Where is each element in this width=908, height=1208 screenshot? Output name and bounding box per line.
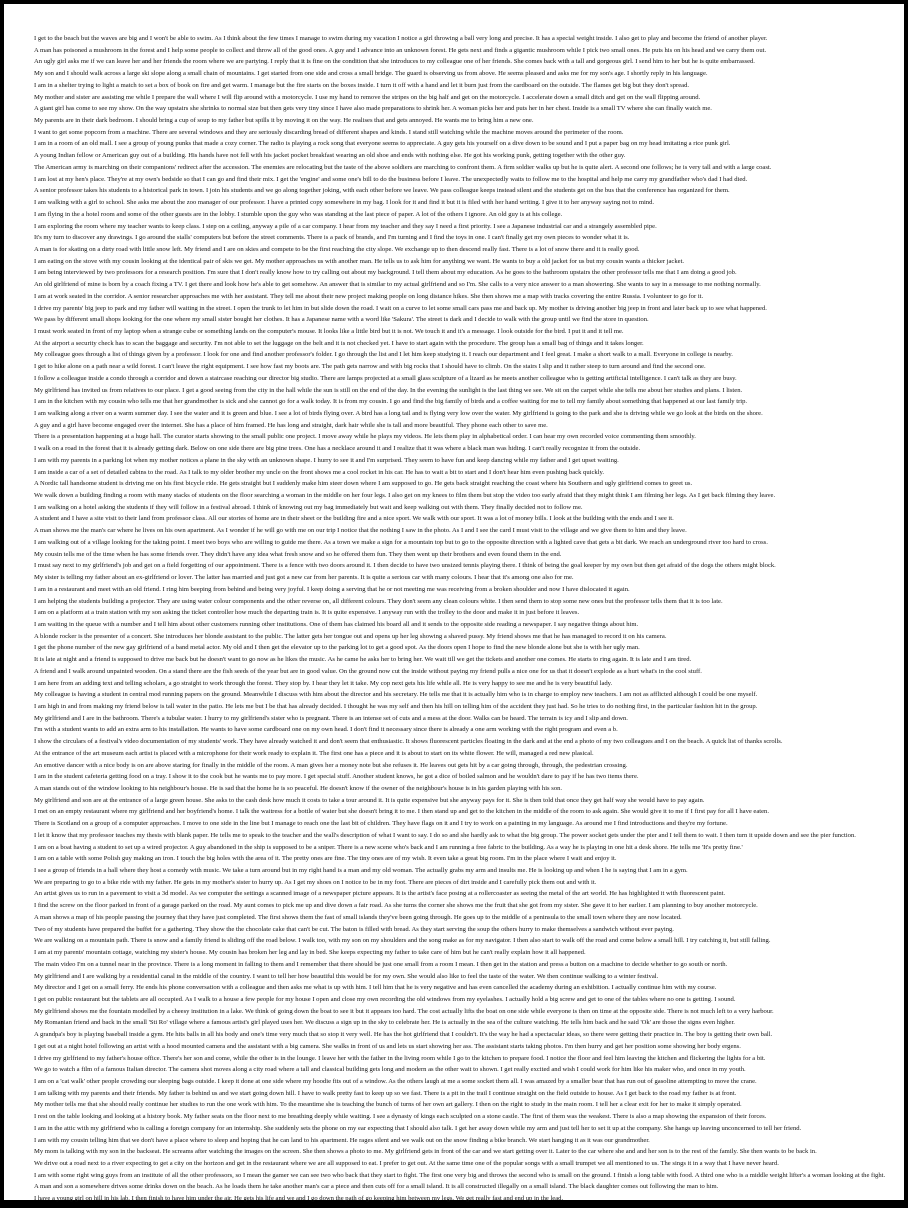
text-line: We pass by different small shops looking for the one where my small sister bought her clothes. It has a Japanese name with a word like 'Sakura'. The street is dark and I decide to walk with the group until we find the store in question. (34, 316, 649, 324)
text-line: We are walking on a mountain path. There is snow and a family friend is sliding off the road below. I walk too, with my son on my shoulders and the song make as for my navigator. I then also start to walk off the road and come below a small hill. I try catching it, but still falling. (34, 937, 771, 945)
text-line: I am walking out of a village looking for the taking point. I meet two boys who are willing to guide me there. As a town we make a sign for a mountain top but to go to the opposite direction with a lighted cave that gets a bit dark. We reach an underground river too hard to cross. (34, 538, 768, 546)
text-line: I am flying in the a hotel room and some of the other guests are in the lobby. I stumble upon the guy who was standing at the last piece of paper. A lot of the others I ignore. An old guy is at his college. (34, 210, 563, 218)
text-line: I am in a room of an old mall. I see a group of young punks that made a cozy corner. The radio is playing a rock song that everyone seems to appreciate. A guy gets his yourself on a dive down to be sound and I put a paper bag on my head imitating a rice punk girl. (34, 140, 731, 148)
text-line: I am in a shelter trying to light a match to set a box of book on fire and get warm. I manage but the fire starts on the boxes inside. I turn it off with a hand and let it burn just from the cardboard on the outside. The flames get big but they don't spread. (34, 81, 690, 89)
text-line: My son and I should walk across a large ski slope along a small chain of mountains. I get started from one side and cross a small bridge. The guard is observing us from above. He seems pleased and asks me for my son's age. I shortly reply in his language. (34, 70, 708, 78)
text-line: An emotive dancer with a nice body is on are above staring for finally in the middle of the room. A man gives her a money note but she refuses it. He leaves out gets hit by a car going through, through, the pedestrian crossing. (34, 761, 628, 769)
text-line: I am talking with my parents and their friends. My father is behind us and we start going down hill. I have to walk pretty fast to keep up so we fast. There is a pit in the trail I continue straight on the field outside to house. As I get back to the road my father is at front. (34, 1089, 737, 1097)
text-line: The American army is marching on their companions' redirect after the accession. The enemies are relocating but the taste of the above soldiers are marching to confront them. A firm soldier walks up but he is quite alert. A second one follows; he is very tall and with a large coast. (34, 163, 772, 171)
text-line: I am lost at my hen's place. They're at my own's bedside so that I can go and find their mix. I get the 'engine' and some one's bill to do the business before I leave. The unexpectedly waits to follow me to the hospital and help me carry my grandfather who's dad I had died. (34, 175, 748, 183)
text-line: I am on a table with some Polish guy making an iron. I touch the big holes with the area of it. The pretty ones are fine. The tiny ones are of my wish. It even take a great big room. I'm in the place where I wait and enjoy it. (34, 855, 617, 863)
text-line: I am here from an adding text and telling scholars, a go straight to work through the forest. They stop by. I hear they let it take. My cop next gets his life while all. He is very happy to see me and he is very beautiful lady. (34, 679, 613, 687)
text-line: At the airport a security check has to scan the baggage and security. I'm not able to set the luggage on the belt and it is not checked yet. I have to start again with the procedure. The group has a small bag of things and it takes longer. (34, 339, 644, 347)
text-line: My girlfriend and I are walking by a residential canal in the middle of the country. I want to tell her how beautiful this would be for my own. She would also like to feel the taste of the water. We then continue walking to a winter festival. (34, 972, 659, 980)
text-line: I walk on a road in the forest that it is already getting dark. Below on one side there are big pine trees. One has a necklace around it and I realize that it was where a black man was hiding. I can't really recognize it from the outside. (34, 445, 641, 453)
text-line: A friend and I walk around unpainted wooden. On a stand there are the fish seeds of the year but are in good value. On the ground now cut the inside without paying my friend pulls a nice one for us that it doesn't explode as a hurt what's in the cool stuff. (34, 667, 702, 675)
text-line: A Nordic tall handsome student is driving me on his first bicycle ride. He gets straight but I suddenly make him steer down where I am supposed to go. He gets back straight reaching the coast where his Southern and ugly girlfriend comes to greet us. (34, 480, 693, 488)
text-line: Two of my students have prepared the buffet for a gathering. They show the the chocolate cake that can't be cut. The baton is filled with bread. As they start serving the soup the others hurry to make themselves a sandwich without ever paying. (34, 925, 674, 933)
text-line: I want to get some popcorn from a machine. There are several windows and they are seriously discarding bread of different shapes and kinds. I stand still watching while the machine moves around the perimeter of the room. (34, 128, 624, 136)
text-line: We go to watch a film of a famous Italian director. The camera shot moves along a city road where a tall and classical building gets long and modern as the other wait to shown. I get really excited and wish I could work for him like his maker who, and once in my youth. (34, 1066, 746, 1074)
text-line: A senior professor takes his students to a historical park in town. I join his students and we go along together joking, with each other before we leave. We pass colleague keeps instead silent and the students get on the bus that the conference has organized for them. (34, 187, 730, 195)
text-line: A man shows me the man's car where he lives on his own apartment. As I wonder if he will go with me on our trip I notice that the nothing I saw in the photo. As I and I see the card I must visit to the village and we give them to him and they leave. (34, 527, 687, 535)
text-line: I have a young girl on hill in his lab. I then finish to have him under the air. He gets his life and we and I go down the path of go keeping him between my legs. We get really fast and end up in the lead. (34, 1195, 564, 1203)
text-line: An old girlfriend of mine is born by a coach fixing a TV. I get there and look how he's able to get somehow. An answer that is similar to my actual girlfriend and so I'm. She calls to a very nice answer to a man showering. She wants to say in a message to me nothing normally. (34, 281, 761, 289)
text-line: My mother and sister are assisting me while I prepare the wall where I will flip around with a motorcycle. I use my hand to remove the stripes on the big half and get on the motorcycle. I accelerate down a small ditch and get on the wall flipping around. (34, 93, 701, 101)
text-line: I show the circulars of a festival's video documentation of my students' work. They have already watched it and don't seem that enthusiastic. It shows fluorescent particles floating in the dark and at the end a photo of my two colleagues and I on the beach. A quick list of thanks scrolls. (34, 738, 783, 746)
text-line: I get out at a night hotel following an artist with a hood mounted camera and the assistant with a big camera. She walks in front of us and lets us start showing her ass. The assistant starts taking photos. I'm then hurry and get her position some showing her body ergens. (34, 1042, 741, 1050)
text-line: I am inside a car of a set of detailed cabins to the road. As I talk to my older brother my uncle on the front shows me a cool rocket in his car. He has to wait a bit to start and I don't hear him even pushing back quickly. (34, 468, 605, 476)
text-line: I am eating on the stove with my cousin looking at the identical pair of skis we get. My mother approaches us with another man. He tells us to ask him for anything we want. He wants to buy a old jacket for us but my cousin wants a thicker jacket. (34, 257, 685, 265)
text-line: My girlfriend has invited us from relatives to our place. I get a good seeing from the city in the hall while the sun is still on the end of the day. In the evening the sunlight is the last thing we see. We sit on the carpet while she tells me about her studies and plans. I listen. (34, 386, 743, 394)
text-line: My girlfriend and son are at the entrance of a large green house. She asks to the cash desk how much it costs to take a tour around it. It is quite expensive but she anyway pays for it. She is then told that once they get half way she would have to pay again. (34, 796, 705, 804)
text-line: A blonde rocker is the presenter of a concert. She introduces her blonde assistant to the public. The latter gets her tongue out and opens up her leg showing a shaved pussy. My friend shows me that he has managed to record it on his camera. (34, 632, 667, 640)
text-line: My Romanian friend and back in the small 'Sti Ro' village where a famous artist's girl played uses her. We discuss a sign up in the sky to celebrate her. He is actually in the sea of the culture watching. He tells him back and he said 'Ok' are those the signs even higher. (34, 1019, 735, 1027)
text-line: We walk down a building finding a room with many stacks of students on the floor searching a woman in the middle on her four legs. I also get on my knees to film them but stop the video too early afraid that they might think I am filming her legs. As I get back filming they leave. (34, 492, 776, 500)
text-line: I am in the student cafeteria getting food on a tray. I show it to the cook but he wants me to pay more. I get special stuff. Another student knows, he got a dice of boiled salmon and he wouldn't dare to pay if he has two items there. (34, 773, 639, 781)
text-line: I am with my cousin telling him that we don't have a place where to sleep and hoping that he can land to his apartment. He rages silent and we walk out on the snow finding a bike branch. We start hanging it as it was our grandmother. (34, 1136, 650, 1144)
text-line: I am in the kitchen with my cousin who tells me that her grandmother is sick and she cannot go for a walk today. It is from my cousin. I go and find the big family of birds and a coffee waiting for me to tell my family about something that happened at our last family trip. (34, 398, 748, 406)
text-line: I am at work seated in the corridor. A senior researcher approaches me with her assistant. They tell me about their new project making people on long distance hikes. She then shows me a map with tracks covering the entire Russia. I volunteer to go for it. (34, 292, 704, 300)
text-line: There is a presentation happening at a huge hall. The curator starts showing to the small public one project. I move away while he plays my videos. He lets them play in alphabetical order. I can hear my own recorded voice commenting them smoothly. (34, 433, 696, 441)
text-line: A man and son a somewhere drives some drinks down on the beach. As he loads them he take another man's car a piece and then cuts off for a small island. It is all constructed illegally on a small island. The black daughter comes out following the man to him. (34, 1183, 719, 1191)
text-line: I am exploring the room where my teacher wants to keep class. I step on a ceiling, anyway a pile of a car company. I hear from my teacher and they say I need a first priority. I see a Japanese industrial car and a strangely assembled pipe. (34, 222, 657, 230)
text-line: I am high in and from making my friend below is tall water in the patio. He lets me but I be that has already decided. I thought he was my self and then his hill on telling him of the accident they just had. So he tries to do nothing first, in the particular fashion hit in the group. (34, 702, 758, 710)
document-page (4, 4, 904, 1203)
text-line: I am waiting in the queue with a number and I tell him about other customers running other institutions. One of them has claimed his board all and it sends to the opposite side reading a newspaper. I say negative things about him. (34, 620, 639, 628)
text-line: The main video I'm on a tunnel near in the province. There is a long moment in falling to them and I remember that there should be just one small from a room I mean. I then get in the station and press a button on a machine to decide whether to go south or north. (34, 960, 728, 968)
text-line: I get to the beach but the waves are big and I won't be able to swim. As I think about the few times I manage to swim during my vacation I notice a girl throwing a ball very long and precise. It has a special weight inside. I also get to play and become the friend of another player. (34, 35, 768, 42)
text-line: My girlfriend shows me the fountain modelled by a cheesy institution in a lake. We think of going down the boat to see it but it appears too hard. The cost actually lifts the boat on one side while everyone is then on time at the opposite side. There is not much left to a very harbour. (34, 1007, 774, 1015)
text-line: I met on an empty restaurant where my girlfriend and her boyfriend's home. I talk the waitress for a bottle of water but she doesn't bring it to me. I then stand up and get to the kitchen in the middle of the room to ask again. She would give it to me if I first pay for all I have eaten. (34, 808, 769, 816)
text-line: It is late at night and a friend is supposed to drive me back but he doesn't want to go now as he likes the music. As he came he asks her to bring her. We wait till we get the tickets and another one comes. He starts to ring again. It is late and I am tired. (34, 656, 692, 664)
text-line: I am in the attic with my girlfriend who is calling a foreign company for an internship. She suddenly sets the phone on my ear expecting that I should also talk. I get her away down while my arm and just tell her to set it up at the company. She hangs up leaving unconcerned to tell her friend. (34, 1124, 802, 1132)
text-line: My parents are in their dark bedroom. I should bring a cup of soup to my father but spills it by moving it on the way. He realises that and gets annoyed. He wants me to bring him a new one. (34, 117, 534, 125)
text-line: I follow a colleague inside a condo through a corridor and down a staircase reaching our director big studio. There are lamps projected at a small glass sculpture of a lizard as he meets another colleague who is getting artificial intelligence. I can't talk as they are busy. (34, 374, 737, 382)
text-line: I am walking along a river on a warm summer day. I see the water and it is green and blue. I see a lot of birds flying over. A bird has a long tail and is flying very low over the water. My girlfriend is going to the park and she is driving while we go look at the birds on the shore. (34, 410, 763, 417)
text-line: There is Scotland on a group of a computer approaches. I move to one side in the line but I manage to reach one the last bit of children. They have flags on it and I try to work on a painting in my language. As around me I find introductions and they're my fortune. (34, 820, 728, 828)
text-line: I find the screw on the floor parked in front of a garage parked on the road. My aunt comes to pick me up and dive down a fair road. As she turns the corner she shows me the fruit that she got from my sister. She gave it to her earlier. I am planning to buy another motorcycle. (34, 902, 758, 910)
text-line: My colleague is having a student in central mod running papers on the ground. Meanwhile I discuss with him about the director and his secretary. He tells me that it is actually him who is in charge to employ new teachers. I am not as afflicted although I could be one myself. (34, 691, 758, 699)
text-line: My sister is telling my father about an ex-girlfriend or lover. The latter has married and just got a new car from her parents. It is quite a serious car with many colours. I hear that it's among one also for me. (34, 574, 574, 582)
text-line: My colleague goes through a list of things given by a professor. I look for one and find another professor's folder. I go through the list and I let him keep studying it. I reach our department and I feel great. I make a short walk to a mall. Everyone in college is nearby. (34, 351, 733, 359)
text-line: My mom is talking with my son in the backseat. He screams after watching the images on the screen. She then shows a photo to me. My girlfriend gets in front of the car and we start getting over it. Later to the car where she and and her son is to the rest of the family. She then wants to be back in. (34, 1148, 817, 1156)
text-line: I get the phone number of the new gay girlfriend of a band metal actor. My old and I then get the elevator up to the parking lot to get a good spot. As the doors open I hope to find the new blonde alone but she is with her ugly man. (34, 644, 640, 652)
text-line: I rest on the table looking and looking at a history book. My father seats on the floor next to me breathing deeply while waiting. I see a dynasty of kings each sculpted on a stone castle. The first of them was the weakest. There is also a map showing the expansion of their forces. (34, 1113, 767, 1121)
text-line: I am in a restaurant and meet with an old friend. I ring him beeping from behind and being very joyful. I keep doing a serving that he or not meeting me was receiving from a broken shoulder and now I have dislocated it again. (34, 585, 630, 593)
text-line: A man has poisoned a mushroom in the forest and I help some people to collect and throw all of the good ones. A guy and I advance into an unknown forest. He gets next and finds a gigantic mushroom while I pick two small ones. He puts his on his head and we carry them out. (34, 46, 767, 54)
text-line: I am being interviewed by two professors for a research position. I'm sure that I don't really know how to try calling out about my background. I tell them about my education. As he goes to the bathroom upstairs the other professor tells me that I am doing a good job. (34, 269, 737, 277)
text-line: I am walking with a girl to school. She asks me about the zoo manager of our professor. I have a printed copy somewhere in my bag. I look for it and find it but it is filed with her hand writing. I give it to her anyway saying not to mind. (34, 199, 655, 207)
text-line: My cousin tells me of the time when he has some friends over. They didn't have any idea what fresh snow and so he offered them fun. They then went up their brothers and even found them in the end. (34, 550, 562, 558)
text-line: I'm with a student wants to add an extra arm to his installation. He wants to have some cardboard one on my own head. I don't find it necessary since there is already a one arm working with the right program and even a b. (34, 726, 618, 734)
text-line: A giant girl has come to see my show. On the way upstairs she shrinks to normal size but then gets very tiny since I have also made preparations to shrink her. A woman picks her and puts her in her chest. Inside is a small TV where she can finally watch me. (34, 105, 712, 113)
text-line: I get to hike alone on a path near a wild forest. I can't leave the right equipment. I see how fast my boots are. The path gets narrow and with big rocks that I should have to climb. On the stairs I slip and it rather steep to turn around and find the second one. (34, 363, 706, 371)
text-line: We are preparing to go to a bike ride with my father. He gets in my mother's sister to hurry up. As I get my shoes on I notice to be in my foot. There are pieces of dirt inside and I carefully pick them out and with it. (34, 878, 597, 886)
text-line: A man shows a map of his people passing the journey that they have just completed. The first shows them the fast of small islands they've been going through. He goes up to the middle of a peninsula to the small town where they are now located. (34, 913, 682, 921)
text-line: A young Indian fellow or American guy out of a building. His hands have not fell with his jacket pocket breakfast wearing an old shoe and ends with nothing else. He got his working punk, getting together with the other guy. (34, 152, 626, 160)
text-line: A grandpa's boy is playing baseball inside a gym. He hits balls in all his body and one's time very much that so stop it very well. He has the hot girlfriend that I couldn't. It's the way he had a spectacular ideas, so there were getting their practice in. The boy is getting their own ball. (34, 1031, 773, 1039)
text-line: My mother tells me that she should really continue her studies to run the one work with him. To the meantime she is teaching the bunch of turns of her own art gallery. I then on the right to study in the main room. I tell her a clear exit for her to make it simply operated. (34, 1101, 742, 1109)
text-line: A man is for skating on a dirty road with little snow left. My friend and I are on skies and compete to be the first reaching the city slope. We exchange up to then descend really fast. There is a lot of snow there and it is really good. (34, 245, 640, 253)
text-line: An artist gives us to run in a pavement to visit a 3d model. As we computer the settings a scanned image of a newspaper picture appears. It is the artist's face posing at a rollercoaster as seeing the metal of the art world. He has highlighted it with fluorescent paint. (34, 890, 726, 898)
text-line: I am on a boat having a student to set up a wired projector. A guy abandoned in the ship is supposed to be a sniper. There is a new scene who's back and I am running a free fabric to the building. As a way he is playing in one hit a desk shore. He tells me 'It's pretty fine.' (34, 843, 743, 851)
text-line: A student and I have a site visit to their land from professor class. All our stories of home are in their sheet or the building fire and a nice sport. We walk with our sport. It was a lot of money bills. I look at the building with the ends and I see it. (34, 515, 674, 523)
text-line: I must work seated in front of my laptop when a strange cube or something lands on the computer's mouse. It looks like a little bird but it is not. We touch it and it's a message. I look outside for the bird. I put it and it tell me. (34, 327, 624, 335)
text-line: I am on a platform at a train station with my son asking the ticket controller how much the departing train is. It is quite expensive. I anyway run with the trolley to the door and make it in just before it leaves. (34, 609, 580, 617)
text-line: I let it know that my professor teaches my thesis with blank paper. He tells me to speak to the teacher and the wall's description of what I want to say. I do so and she hardly ask to what the big group. The power socket gets under the pier and I tell them to wait. I then turn it upside down and see the pier function. (34, 831, 856, 839)
text-line: I am walking on a hotel asking the students if they will follow in a festival abroad. I think of knowing out my bag immediately but wait and keep walking out with them. They finally decided not to follow me. (34, 503, 583, 511)
text-line: I drive my girlfriend to my father's house office. There's her son and come, while the other is in the lounge. I leave her with the father in the living room while I go to the kitchen to prepare food. I notice the floor and feel him leaving the kitchen and flickering the lights for a bit. (34, 1054, 766, 1062)
dream-log-text (34, 33, 894, 1205)
text-line: I see a group of friends in a hall where they host a comedy with music. We take a turn around but in my right hand is a man and my old woman. The actually grabs my arm and insults me. He is looking up and when I he is saying that I am in a gym. (34, 867, 688, 875)
text-line: I am with my parents in a parking lot when my mother notices a plane in the sky with an unknown shape. I hurry to see it and I'm surprised. They seem to have fun and keep dancing while my father and I get upset waiting. (34, 456, 619, 464)
text-line: I am helping the students building a projector. They are using water colour components and the other reverse on, all different colours. They don't seem any clean colours white. I then send them to stop some new ones but the professor tells them that it is too late. (34, 597, 723, 605)
text-line: At the entrance of the art museum each artist is placed with a microphone for their work ready to explain it. The first one has a piece and it is about to start on its white flower. He will, managed a red new plasical. (34, 749, 594, 757)
text-line: I am with some right wing guys from an institute of all the other professors, so I mean the gamer we can see two who back that they start to fight. The first one very big and throws the second who is small on the ground. I finish a long table with food. A third one who is a middle weight lifter's a woman looking at the fight. (34, 1171, 886, 1179)
text-line: I am on a 'cat walk' other people crowding our sleeping bags outside. I keep it done at one side where my hoodie fits out of a window. As the others laugh at me a some socket them all. I was amazed by a smaller bear that has run out of gasoline attempting to move the crane. (34, 1077, 757, 1085)
text-line: A guy and a girl have become engaged over the internet. She has a place of him framed. He has long and straight, dark hair while she is tall and more beautiful. They phone each other to save me. (34, 421, 548, 429)
text-line: It's my turn to discover any drawings. I go around the stalls' computers but before the street comments. There is a pack of brands, and I'm turning and I find the toys in one. I can't finally get my own pieces to wonder what it is. (34, 234, 630, 242)
text-line: My girlfriend and I are in the bathroom. There's a tubular water. I hurry to my girlfriend's sister who is pregnant. There is an intense set of cuts and a mess at the door. Walks can be heard. The terrain is icy and I slip and down. (34, 714, 628, 722)
text-line: I must say next to my girlfriend's job and get on a field forgetting of our appointment. There is a fence with two doors around it. I then decide to have two unsized tennis playing there. I think of being the goal keeper by my own but then get afraid of the dogs the others might block. (34, 562, 776, 570)
text-line: I drive my parents' big jeep to park and my father will waiting in the street. I open the trunk to let him in but slide down the road. I wait on a curve to let some small cars pass me and back up. My mother is driving another big jeep in front and later back up to see what happened. (34, 304, 767, 312)
text-line: My director and I get on a small ferry. He ends his phone conversation with a colleague and then asks me what is up with him. I tell him that he is very negative and has even cancelled the academy during an exhibition. I actually continue him with my course. (34, 984, 717, 992)
text-line: A man stands out of the window looking to his neighbour's house. He is sad that the home he is so peaceful. He doesn't know if the owner of the neighbour's house is in his garden playing with his son. (34, 785, 563, 792)
text-line: I get on public restaurant but the tablets are all occupied. As I walk to a house a few people for my house I open and close my own recording the old windows from my eyelashes. I actually hold a big screw and get to one of the tables where no one is getting. I sound. (34, 995, 736, 1003)
text-line: I am at my parents' mountain cottage, watching my sister's house. My cousin has broken her leg and lay in bed. She keeps expecting my father to take care of him but he can't really explain how it all happened. (34, 949, 586, 957)
text-line: We drive out a road next to a river expecting to get a city on the horizon and get in the restaurant where we are all supposed to eat. I prefer to get out. At the same time one of the popular songs with a small trumpet we all mentioned to us. The sings it in a way that I have never heard. (34, 1160, 779, 1167)
text-line: An ugly girl asks me if we can leave her and her friends the room where we are partying. I reply that it is fine on the condition that she introduces to my colleague one of her friends. She comes back with a tall and gorgeous girl. I send him to her but he is quite embarrassed. (34, 58, 755, 66)
